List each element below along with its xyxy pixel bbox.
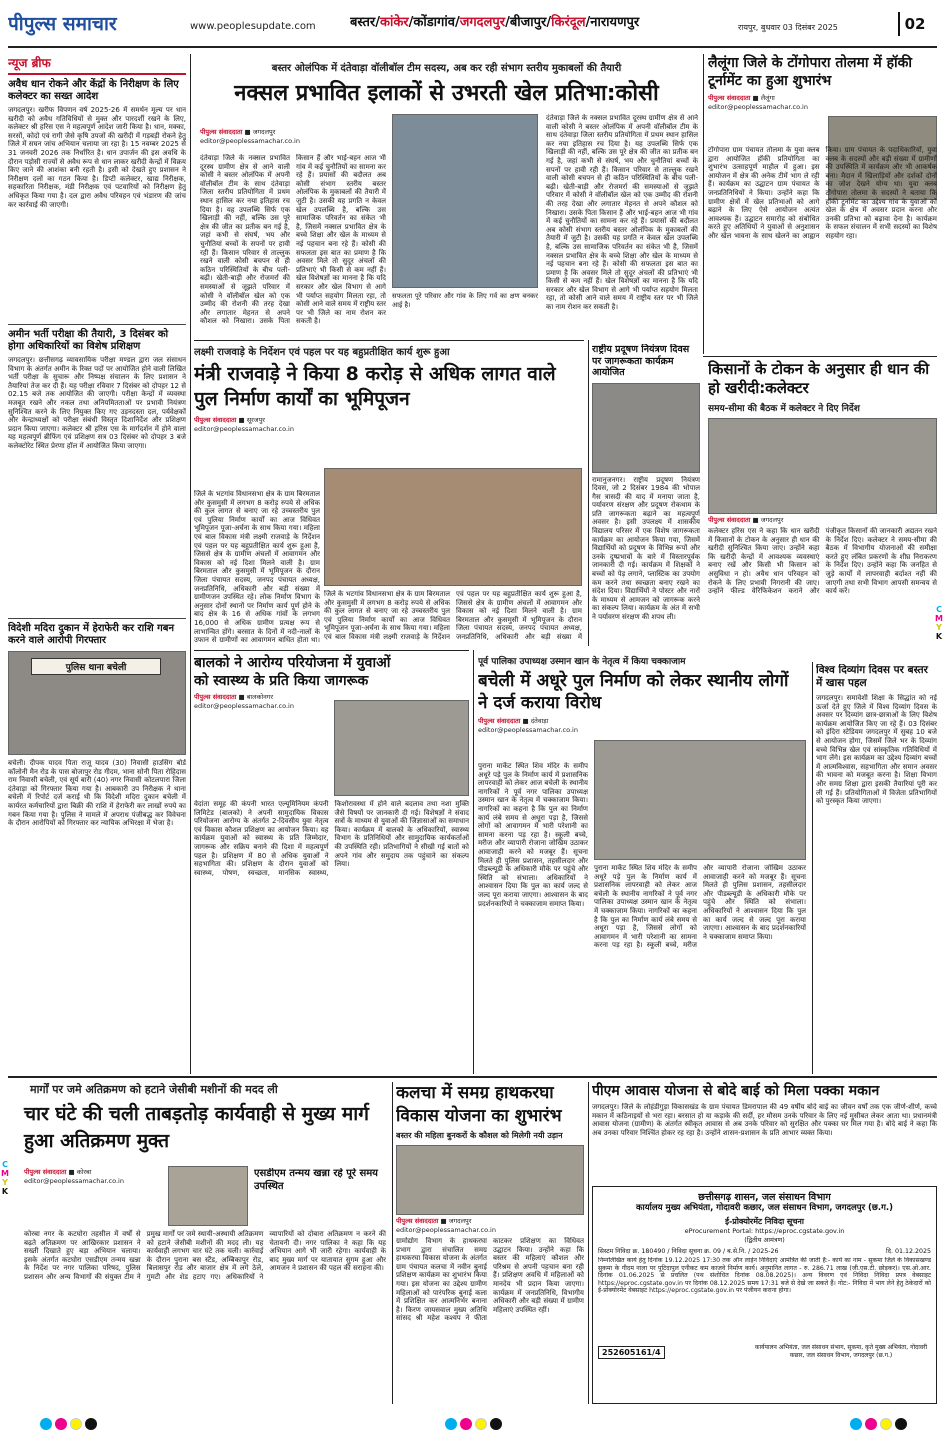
tender-ro-number: 252605161/4 xyxy=(598,1346,665,1359)
cmyk-y: Y xyxy=(2,1178,8,1187)
youth-email[interactable]: editor@peoplessamachar.co.in xyxy=(194,702,294,710)
tender-gov: छत्तीसगढ़ शासन, जल संसाधन विभाग xyxy=(698,1192,831,1203)
paddy-byline-place: जगदलपुर xyxy=(760,516,784,524)
sports-body-left: दंतेवाड़ा जिले के नक्सल प्रभावित दूरस्थ ग्रामीण क्षेत्र से आने वाली कोसी ने बस्तर ओलंपिक में अपनी वॉलीबॉल टीम के साथ दंतेवाड़ा जिला स्तरीय प्रतियोगिता में प्रथम स्थान हासिल कर नया इतिहास रच दिया है। यह उपलब्धि सिर्फ एक खिलाड़ी की नहीं, बल्कि उस पूरे क्षेत्र की जीत का प्रतीक बन गई है, जहां कभी से संघर्ष, भय और चुनौतियां बच्चों के सपनों पर हावी रही हैं। किसान परिवार से ताल्लुक रखने वाली कोसी बचपन से ही कठिन परिस्थितियों के बीच पली-बढ़ी। खेती-बाड़ी और रोजमर्रा की समस्याओं से जूझते परिवार में कोसी ने वॉलीबॉल खेल को एक उम्मीद की रोशनी की तरह देखा और लगातार मेहनत से अपने कौशल को निखारा। उसके पिता किसान हैं और भाई-बहन आज भी गांव में कई चुनौतियों का सामना कर रहे हैं। प्रयासों की बदौलत अब कोसी संभाग स्तरीय बस्तर ओलंपिक के मुकाबलों की तैयारी में जुटी है। उसकी यह प्रगति न केवल खेल उपलब्धि है, बल्कि उस सामाजिक परिवर्तन का संकेत भी है, जिसमें नक्सल प्रभावित क्षेत्र के बच्चे शिक्षा और खेल के माध्यम से नई पहचान बना रहे हैं। कोसी की सफलता इस बात का प्रमाण है कि अवसर मिले तो सुदूर अंचलों की प्रतिभाएं भी किसी से कम नहीं हैं। खेल विशेषज्ञों का मानना है कि यदि सरकार और खेल विभाग से आगे भी पर्याप्त सहयोग मिलता रहा, तो कोसी आने वाले समय में राष्ट्रीय स्तर पर भी जिले का नाम रोशन कर सकती है। xyxy=(200,154,386,326)
handloom-body: ग्रामोद्योग विभाग के हाथकरघा प्रभाग द्वारा संचालित समग्र हाथकरघा विकास योजना के अंतर्गत ग्राम पंचायत कलचा में नवीन बुनाई प्रशिक्षण कार्यक्रम का शुभारंभ किया गया। इस योजना का उद्देश्य ग्रामीण महिलाओं को पारंपरिक बुनाई कला में प्रशिक्षित कर आत्मनिर्भर बनाना है। किरण जायसवाल मुख्य अतिथि सांसद श्री महेश कश्यप ने फीता काटकर प्रशिक्षण का विधिवत उद्घाटन किया। उन्होंने कहा कि बस्तर की महिलाएं कौशल और परिश्रम से अपनी पहचान बना रही हैं। प्रशिक्षण अवधि में महिलाओं को मानदेय भी प्रदान किया जाएगा। कार्यक्रम में जनप्रतिनिधि, विभागीय अधिकारी और बड़ी संख्या में ग्रामीण महिलाएं उपस्थित रहीं। xyxy=(396,1237,584,1323)
encroach-email[interactable]: editor@peoplessamachar.co.in xyxy=(24,1177,124,1185)
bridge-body-lower xyxy=(324,590,582,644)
youth-body: वेदांता समूह की कंपनी भारत एल्यूमिनियम कंपनी लिमिटेड (बालको) ने अपनी सामुदायिक विकास परियोजना आरोग्य के अंतर्गत 2-दिवसीय युवा नेतृत्व एवं विकास कौशल प्रशिक्षण का आयोजन किया। यह कार्यक्रम युवाओं को स्वास्थ्य के प्रति जिम्मेदार, जागरूक और सक्रिय बनाने की दिशा में महत्वपूर्ण पहल है। प्रशिक्षण में 80 से अधिक युवाओं ने सहभागिता की। प्रशिक्षण के दौरान युवाओं को स्वास्थ्य, पोषण, स्वच्छता, मानसिक स्वास्थ्य, किशोरावस्था में होने वाले बदलाव तथा नशा मुक्ति जैसे विषयों पर जानकारी दी गई। विशेषज्ञों ने संवाद सत्रों के माध्यम से युवाओं की जिज्ञासाओं का समाधान किया। कार्यक्रम में बालको के अधिकारियों, स्वास्थ्य विभाग के प्रतिनिधियों और सामुदायिक कार्यकर्ताओं की उपस्थिति रही। प्रतिभागियों ने सीखी गई बातों को अपने गांव और समुदाय तक पहुंचाने का संकल्प लिया। xyxy=(194,800,469,877)
page-number: 02 xyxy=(898,12,930,36)
district-5[interactable]: बीजापुर xyxy=(509,15,547,30)
pmay-left-rule xyxy=(588,1082,589,1404)
youth-group-photo xyxy=(334,700,469,796)
protest-left-rule xyxy=(473,650,474,1074)
district-1[interactable]: बस्तर xyxy=(350,15,376,30)
logo-text: पीपुल्स समाचार xyxy=(8,13,117,35)
handloom-byline-name: पीपुल्स संवाददाता xyxy=(396,1217,439,1225)
disability-body: जगदलपुर। समावेशी शिक्षा के सिद्धांत को नई ऊर्जा देते हुए जिले में विश्व दिव्यांग दिवस के अवसर पर दिव्यांग छात्र-छात्राओं के लिए विशेष कार्यक्रम आयोजित किए जा रहे हैं। 03 दिसंबर को इंदिरा स्टेडियम जगदलपुर में सुबह 10 बजे से आयोजन होगा, जिसमें जिले भर के दिव्यांग बच्चे विभिन्न खेल एवं सांस्कृतिक गतिविधियों में भाग लेंगे। इस कार्यक्रम का उद्देश्य दिव्यांग बच्चों में आत्मविश्वास, सहभागिता और समान अवसर की भावना को मजबूत करना है। शिक्षा विभाग और समग्र शिक्षा द्वारा इसकी तैयारियां पूरी कर ली गई हैं। प्रतियोगिताओं में विजेता प्रतिभागियों को पुरस्कृत किया जाएगा। xyxy=(816,694,937,806)
bridge-kicker: लक्ष्मी राजवाड़े के निर्देशन एवं पहल पर यह बहुप्रतीक्षित कार्य शुरू हुआ xyxy=(194,347,450,358)
paddy-body: कलेक्टर हरिस एस ने कहा कि धान खरीदी में किसानों के टोकन के अनुसार ही धान की खरीदी सुनिश्चित किया जाए। उन्होंने कहा कि खरीदी केन्द्रों में आवश्यक व्यवस्थाएं बनाए रखें और किसी भी किसान को असुविधा न हो। अवैध धान परिवहन को रोकने के लिए प्रभावी निगरानी की जाए। उन्होंने फील्ड वेरिफिकेशन कराने और पंजीकृत किसानों की जानकारी अद्यतन रखने के निर्देश दिए। कलेक्टर ने समय-सीमा की बैठक में विभागीय योजनाओं की समीक्षा करते हुए लंबित प्रकरणों के शीघ्र निराकरण के निर्देश दिए। उन्होंने कहा कि जनहित से जुड़े कार्यों में लापरवाही बर्दाश्त नहीं की जाएगी तथा सभी विभाग आपसी समन्वय से कार्य करें। xyxy=(708,527,937,596)
paddy-byline: पीपुल्स संवाददाता ■ जगदलपुर xyxy=(708,516,784,524)
cmyk-k: K xyxy=(1,1187,9,1196)
bridge-body: जिले के भटगांव विधानसभा क्षेत्र के ग्राम बिरमताल और कुसमुसी में लगभग 8 करोड़ रुपये से अधिक की कुल लागत से बनाए जा रहे उच्चस्तरीय पुल एवं पुलिया निर्माण कार्यों का आज विधिवत भूमिपूजन पूजा-अर्चना के साथ किया गया। महिला एवं बाल विकास मंत्री लक्ष्मी राजवाड़े के निर्देशन एवं पहल पर यह बहुप्रतीक्षित कार्य शुरू हुआ है, जिससे क्षेत्र के ग्रामीण अंचलों में आवागमन और विकास को नई दिशा मिलने वाली है। ग्राम बिरमताल और कुसमुसी में भूमिपूजन के दौरान जिला पंचायत सदस्य, जनपद पंचायत अध्यक्ष, जनप्रतिनिधि, अधिकारी और बड़ी संख्या में ग्रामीणजन उपस्थित रहे। लोक निर्माण विभाग के अनुसार दोनों स्थानों पर निर्माण कार्य पूर्ण होने के बाद क्षेत्र के 16 से अधिक गांवों के लगभग 16,000 से अधिक ग्रामीण प्रत्यक्ष रूप से लाभान्वित होंगे। बरसात के दिनों में नदी-नालों के उफान से ग्रामीणों का आवागमन बाधित होता था। xyxy=(194,490,320,644)
website[interactable]: www.peoplesupdate.com xyxy=(190,21,316,32)
district-strip: बस्तर/कांकेर/कोंडागांव/जगदलपुर/बीजापुर/किरंदूल/नारायणपुर xyxy=(350,15,640,30)
cmyk-y: Y xyxy=(936,623,942,632)
district-7[interactable]: नारायणपुर xyxy=(590,15,640,30)
cmyk-c: C xyxy=(936,605,942,614)
black-dot xyxy=(895,1418,907,1430)
bridge-byline-name: पीपुल्स संवाददाता xyxy=(194,416,237,424)
left-column-rule xyxy=(190,54,191,1074)
pmay-headline[interactable]: पीएम आवास योजना से बोदे बाई को मिला पक्का मकान xyxy=(592,1083,880,1099)
dateline: रायपुर, बुधवार 03 दिसंबर 2025 xyxy=(738,23,838,32)
youth-top-rule xyxy=(194,650,469,651)
youth-byline-name: पीपुल्स संवाददाता xyxy=(194,693,237,701)
black-dot xyxy=(490,1418,502,1430)
protest-byline: पीपुल्स संवाददाता ■ दंतेवाड़ा editor@peoplessamachar.co.in xyxy=(478,717,578,734)
police-station-photo xyxy=(8,651,186,755)
news-brief-column xyxy=(8,54,186,1074)
sports-byline-name: पीपुल्स संवाददाता xyxy=(200,128,243,136)
bridge-email[interactable]: editor@peoplessamachar.co.in xyxy=(194,425,294,433)
yellow-dot xyxy=(475,1418,487,1430)
protest-email[interactable]: editor@peoplessamachar.co.in xyxy=(478,726,578,734)
cmyk-c: C xyxy=(2,1160,8,1169)
youth-byline: पीपुल्स संवाददाता ■ बालकोनगर editor@peoplessamachar.co.in xyxy=(194,693,294,710)
hockey-headline[interactable]: लैलूंगा जिले के टोंगोपारा तोलमा में हॉकी टूर्नामेंट का हुआ शुभारंभ xyxy=(708,55,913,89)
tender-notice xyxy=(592,1186,937,1404)
story-disability xyxy=(816,664,937,1072)
bridge-byline: पीपुल्स संवाददाता ■ सूरजपुर editor@peoplessamachar.co.in xyxy=(194,416,294,433)
encroach-headline[interactable]: चार घंटे की चली ताबड़तोड़ कार्यवाही से मुख्य मार्ग हुआ अतिक्रमण मुक्त xyxy=(24,1103,369,1152)
handloom-left-rule xyxy=(392,1082,393,1404)
paddy-byline-name: पीपुल्स संवाददाता xyxy=(708,516,751,524)
district-2[interactable]: कांकेर xyxy=(379,15,409,30)
hockey-body: टोंगोपारा ग्राम पंचायत तोलमा के युवा क्लब द्वारा आयोजित हॉकी प्रतियोगिता का शुभारंभ उत्साहपूर्ण माहौल में हुआ। इस आयोजन में क्षेत्र की अनेक टीमें भाग ले रही हैं। कार्यक्रम का उद्घाटन ग्राम पंचायत के जनप्रतिनिधियों ने किया। उन्होंने कहा कि ग्रामीण क्षेत्रों में खेल प्रतिभाओं को आगे बढ़ाने के लिए ऐसे आयोजन अत्यंत आवश्यक हैं। उद्घाटन समारोह को संबोधित करते हुए अतिथियों ने युवाओं से अनुशासन और खेल भावना के साथ खेलने का आह्वान किया। ग्राम पंचायत के पदाधिकारियों, युवा क्लब के सदस्यों और बड़ी संख्या में ग्रामीणों की उपस्थिति में कार्यक्रम और भी आकर्षक बना। मैदान में खिलाड़ियों और दर्शकों दोनों का जोश देखने योग्य था। युवा क्लब टोंगोपारा तोलमा के सदस्यों ने बताया कि हॉकी टूर्नामेंट का उद्देश्य गांव के युवाओं को खेल के क्षेत्र में अवसर प्रदान करना और उनकी प्रतिभा को बढ़ावा देना है। कार्यक्रम के सफल संचालन में सभी सदस्यों का विशेष सहयोग रहा। xyxy=(708,146,937,240)
pmay-body: जगदलपुर। जिले के लोहंडीगुड़ा विकासखंड के ग्राम पंचायत डिमरापाल की 49 वर्षीय बोदे बाई का जीवन वर्षों तक एक जीर्ण-शीर्ण, कच्चे मकान में कठिनाइयों से भरा रहा। बरसात हो या कड़ाके की सर्दी, हर मौसम उनके परिवार के लिए नई मुसीबत लेकर आता था। प्रधानमंत्री आवास योजना (ग्रामीण) के अंतर्गत स्वीकृत आवास से अब उनके परिवार को सुरक्षित और पक्का घर मिल गया है। बोदे बाई ने कहा कि अब उनका परिवार निश्चिंत होकर रह रहा है। उन्होंने शासन-प्रशासन के प्रति आभार व्यक्त किया। xyxy=(592,1103,937,1137)
volleyball-player-photo xyxy=(392,114,538,288)
story-encroach xyxy=(8,1082,388,1402)
brief-2-body: जगदलपुर। छत्तीसगढ़ व्यावसायिक परीक्षा मण्डल द्वारा जल संसाधन विभाग के अंतर्गत अमीन के रिक्त पदों पर आयोजित होने वाली लिखित भर्ती परीक्षा के सुचारू और निष्पक्ष संचालन के लिए प्रशासन ने तैयारियां तेज कर दी हैं। यह परीक्षा रविवार 7 दिसंबर को दोपहर 12 से 02.15 बजे तक आयोजित की जाएगी। परीक्षा केन्द्रों में व्यवस्था मजबूत रखने और नकल तथा अनियमितताओं पर प्रभावी नियंत्रण सुनिश्चित करने के लिए नियुक्त किए गए उड़नदस्ता दल, पर्यवेक्षकों और केन्द्राध्यक्षों को परीक्षा संबंधी विस्तृत दिशानिर्देश और प्रशिक्षण प्रदान किया जाएगा। कलेक्टर श्री हरिस एस के मार्गदर्शन में होने वाला यह महत्वपूर्ण ब्रीफिंग एवं प्रशिक्षण सत्र 03 दिसंबर को दोपहर 3 बजे कलेक्टोरेट स्थित प्रेरणा हॉल में आयोजित किया जाएगा। xyxy=(8,356,186,450)
sports-email[interactable]: editor@peoplessamachar.co.in xyxy=(200,137,300,145)
protest-byline-name: पीपुल्स संवाददाता xyxy=(478,717,521,725)
meeting-photo xyxy=(708,418,937,514)
protest-body-continued: पुराना मार्केट स्थित शिव मंदिर के समीप अधूरे पड़े पुल के निर्माण कार्य में प्रशासनिक लापरवाही को लेकर आज बचेली के स्थानीय नागरिकों ने पूर्व नगर पालिका उपाध्यक्ष उस्मान खान के नेतृत्व में चक्काजाम किया। नागरिकों का कहना है कि पुल का निर्माण कार्य लंबे समय से अधूरा पड़ा है, जिससे लोगों को आवागमन में भारी परेशानी का सामना करना पड़ रहा है। स्कूली बच्चे, मरीज और व्यापारी रोजाना जोखिम उठाकर आवाजाही करने को मजबूर हैं। सूचना मिलते ही पुलिस प्रशासन, तहसीलदार और पीडब्ल्यूडी के अधिकारी मौके पर पहुंचे और स्थिति को संभाला। अधिकारियों ने आश्वासन दिया कि पुल का कार्य जल्द से जल्द पूरा कराया जाएगा। आश्वासन के बाद प्रदर्शनकारियों ने चक्काजाम समाप्त किया। xyxy=(594,864,806,950)
hockey-byline-place: लैलूंगा xyxy=(760,94,775,102)
brief-3-headline[interactable]: विदेशी मदिरा दुकान में हेराफेरी कर राशि गबन करने वाले आरोपी गिरफ्तार xyxy=(8,623,174,646)
protest-photo xyxy=(594,740,806,860)
hockey-byline: पीपुल्स संवाददाता ■ लैलूंगा editor@peoplessamachar.co.in xyxy=(708,94,808,111)
district-6[interactable]: किरंदूल xyxy=(551,15,586,30)
paddy-subhead: समय-सीमा की बैठक में कलेक्टर ने दिए निर्देश xyxy=(708,404,860,414)
cyan-dot xyxy=(445,1418,457,1430)
magenta-dot xyxy=(865,1418,877,1430)
story-pmay xyxy=(592,1082,937,1182)
encroach-body: कोरबा नगर के कटघोरा तहसील में वर्षों से बढ़ते अतिक्रमण पर आखिरकार प्रशासन ने सख्ती दिखाते हुए बड़ा अभियान चलाया। इसके अंतर्गत कटघोरा एसडीएम तन्मय खन्ना के निर्देश पर नगर पालिका परिषद, पुलिस प्रशासन और अन्य विभागों की संयुक्त टीम ने प्रमुख मार्गों पर जमे स्थायी-अस्थायी अतिक्रमण को हटाने जेसीबी मशीनों की मदद ली। यह कार्यवाही लगभग चार घंटे तक चली। कार्रवाई के दौरान पुराना बस स्टैंड, अम्बिकापुर रोड, बिलासपुर रोड और बाजार क्षेत्र में लगे ठेले, गुमटी और शेड हटाए गए। अधिकारियों ने व्यापारियों को दोबारा अतिक्रमण न करने की चेतावनी दी। नगर पालिका ने कहा कि यह अभियान आगे भी जारी रहेगा। कार्यवाही के बाद मुख्य मार्ग पर यातायात सुगम हुआ और आमजन ने प्रशासन की पहल की सराहना की। xyxy=(24,1230,386,1281)
tender-office: कार्यालय मुख्य अभियंता, गोदावरी कछार, जल संसाधन विभाग, जगदलपुर (छ.ग.) xyxy=(635,1203,894,1213)
pollution-students-photo xyxy=(592,383,700,473)
youth-byline-place: बालकोनगर xyxy=(246,693,274,701)
handloom-byline: पीपुल्स संवाददाता ■ जगदलपुर editor@peoplessamachar.co.in xyxy=(396,1217,496,1234)
district-4[interactable]: जगदलपुर xyxy=(459,15,506,30)
tender-signature: कार्यपालन अभियंता, जल संसाधन संभाग, सुकमा, कृते मुख्य अभियंता, गोदावरी कछार, जल संसाधन विभाग, जगदलपुर (छ.ग.) xyxy=(754,1344,928,1359)
encroach-byline-place: कोरबा xyxy=(76,1168,92,1176)
tender-ref: सिस्टम निविदा क्र. 180490 / निविदा सूचना क्र. 09 / ब.से.नि. / 2025-26 xyxy=(598,1248,779,1255)
protest-body-lower xyxy=(594,864,806,1068)
brief-1-body: जगदलपुर। खरीफ विपणन वर्ष 2025-26 में समर्थन मूल्य पर धान खरीदी को अवैध गतिविधियों से मुक्त और पारदर्शी रखने के लिए, कलेक्टर श्री हरिस एस ने महत्वपूर्ण आदेश जारी किया है। धान, मक्का, सरसों, कोदो एवं रागी जैसे कृषि उपजों की खरीदी में गड़बड़ी रोकने हेतु जिले में सघन जांच अभियान चलाया जा रहा है। 15 नवम्बर 2025 से 31 जनवरी 2026 तक निर्धारित है। धान उपार्जन की इस अवधि के दौरान पड़ोसी राज्यों से अवैध रूप से धान लाकर खरीदी केन्द्रों में विक्रय किए जाने की आशंका बनी रहती है। इसी को देखते हुए प्रशासन ने निरीक्षण दलों का गठन किया है। डिप्टी कलेक्टर, खाद्य निरीक्षक, सहकारिता निरीक्षक, मंडी निरीक्षक एवं पटवारियों को निरीक्षण हेतु अधिकृत किया गया है। दल द्वारा अवैध परिवहन एवं भंडारण की जांच कर कार्रवाई की जाएगी। xyxy=(8,106,186,209)
brief-3-body: बचेली। दीपक यादव पिता राजू यादव (30) निवासी हाउसिंग बोर्ड कॉलोनी मैन रोड के पास बोजापुर रोड गीदम, भाना सोनी पिता रोहिदास राम निवासी बचेली, एवं सूर्य बारी (40) नगर निवासी कोटलपारा जिला दंतेवाड़ा को गिरफ्तार किया गया है। आबकारी उप निरीक्षक ने थाना बचेली में रिपोर्ट दर्ज कराई थी कि विदेशी मदिरा दुकान बचेली में कार्यरत कर्मचारियों द्वारा बिक्री की राशि में हेराफेरी कर लाखों रुपये का गबन किया गया है। पुलिस ने मामले में अपराध पंजीबद्ध कर विवेचना के दौरान आरोपियों को गिरफ्तार कर न्यायिक अभिरक्षा में भेजा है। xyxy=(8,759,186,828)
handloom-email[interactable]: editor@peoplessamachar.co.in xyxy=(396,1226,496,1234)
registration-marks-left xyxy=(40,1418,97,1430)
registration-label-left xyxy=(0,1160,10,1196)
cyan-dot xyxy=(850,1418,862,1430)
sports-body-continued: दंतेवाड़ा जिले के नक्सल प्रभावित दूरस्थ ग्रामीण क्षेत्र से आने वाली कोसी ने बस्तर ओलंपिक में अपनी वॉलीबॉल टीम के साथ दंतेवाड़ा जिला स्तरीय प्रतियोगिता में प्रथम स्थान हासिल कर नया इतिहास रच दिया है। यह उपलब्धि सिर्फ एक खिलाड़ी की नहीं, बल्कि उस पूरे क्षेत्र की जीत का प्रतीक बन गई है, जहां कभी से संघर्ष, भय और चुनौतियां बच्चों के सपनों पर हावी रही हैं। किसान परिवार से ताल्लुक रखने वाली कोसी बचपन से ही कठिन परिस्थितियों के बीच पली-बढ़ी। खेती-बाड़ी और रोजमर्रा की समस्याओं से जूझते परिवार में कोसी ने वॉलीबॉल खेल को एक उम्मीद की रोशनी की तरह देखा और लगातार मेहनत से अपने कौशल को निखारा। उसके पिता किसान हैं और भाई-बहन आज भी गांव में कई चुनौतियों का सामना कर रहे हैं। प्रयासों की बदौलत अब कोसी संभाग स्तरीय बस्तर ओलंपिक के मुकाबलों की तैयारी में जुटी है। उसकी यह प्रगति न केवल खेल उपलब्धि है, बल्कि उस सामाजिक परिवर्तन का संकेत भी है, जिसमें नक्सल प्रभावित क्षेत्र के बच्चे शिक्षा और खेल के माध्यम से नई पहचान बना रहे हैं। कोसी की सफलता इस बात का प्रमाण है कि अवसर मिले तो सुदूर अंचलों की प्रतिभाएं भी किसी से कम नहीं हैं। खेल विशेषज्ञों का मानना है कि यदि सरकार और खेल विभाग से आगे भी पर्याप्त सहयोग मिलता रहा, तो कोसी आने वाले समय में राष्ट्रीय स्तर पर भी जिले का नाम रोशन कर सकती है। xyxy=(546,114,698,312)
pollution-headline[interactable]: राष्ट्रीय प्रदूषण नियंत्रण दिवस पर जागरूकता कार्यक्रम आयोजित xyxy=(592,344,690,378)
handloom-headline[interactable]: कलचा में समग्र हाथकरघा विकास योजना का शुभारंभ xyxy=(396,1083,562,1126)
bottom-row-rule xyxy=(8,1076,937,1078)
tender-portal[interactable]: eProcurement Portal: https://eproc.cgstate.gov.in xyxy=(684,1227,845,1235)
registration-label-right xyxy=(934,605,944,641)
magenta-dot xyxy=(55,1418,67,1430)
sports-byline-place: जगदलपुर xyxy=(252,128,276,136)
protest-headline[interactable]: बचेली में अधूरे पुल निर्माण को लेकर स्थानीय लोगों ने दर्ज कराया विरोध xyxy=(478,671,789,713)
tender-body: निम्नलिखित कार्य हेतु दिनांक 19.12.2025 17:30 तक ऑन लाईन निविदाएं आमंत्रित की जाती हैं:- कार्य का नाम - सुकमा जिले के विकासखण्ड सुकमा के गीदम नाला पर पुटिदापुल एनीकट कम काजवे निर्माण कार्य। अनुमानित लागत - रु. 286.71 लाख (जी.एस.टी. छोड़कर)। एस.ओ.आर. दिनांक 01.06.2025 से प्रचलित (पथ संशोधित दिनांक 08.08.2025)। अन्य विवरण एवं निविदा निविदा प्रपत्र वेबसाइट https://eproc.cgstate.gov.in पर दिनांक 08.12.2025 समय 17:31 बजे से देखे जा सकते हैं। नोट:- निविदा में भाग लेने हेतु ठेकेदारों को ई-प्रोक्योरमेंट वेबसाइट https://eproc.cgstate.gov.in पर पंजीयन कराना होगा। xyxy=(598,1257,931,1295)
masthead xyxy=(0,0,945,46)
registration-marks-center xyxy=(445,1418,502,1430)
bhoomipujan-photo xyxy=(324,468,582,586)
cmyk-k: K xyxy=(935,632,943,641)
hockey-byline-name: पीपुल्स संवाददाता xyxy=(708,94,751,102)
protest-kicker: पूर्व पालिका उपाध्यक्ष उस्मान खान के नेतृत्व में किया चक्काजाम xyxy=(478,657,686,667)
disability-left-rule xyxy=(812,662,813,1074)
cmyk-m: M xyxy=(1,1169,9,1178)
sports-kicker: बस्तर ओलंपिक में दंतेवाड़ा वॉलीबॉल टीम सदस्य, अब कर रही संभाग स्तरीय मुकाबलों की तैयारी xyxy=(271,63,622,74)
bridge-body-continued: जिले के भटगांव विधानसभा क्षेत्र के ग्राम बिरमताल और कुसमुसी में लगभग 8 करोड़ रुपये से अधिक की कुल लागत से बनाए जा रहे उच्चस्तरीय पुल एवं पुलिया निर्माण कार्यों का आज विधिवत भूमिपूजन पूजा-अर्चना के साथ किया गया। महिला एवं बाल विकास मंत्री लक्ष्मी राजवाड़े के निर्देशन एवं पहल पर यह बहुप्रतीक्षित कार्य शुरू हुआ है, जिससे क्षेत्र के ग्रामीण अंचलों में आवागमन और विकास को नई दिशा मिलने वाली है। ग्राम बिरमताल और कुसमुसी में भूमिपूजन के दौरान जिला पंचायत सदस्य, जनपद पंचायत अध्यक्ष, जनप्रतिनिधि, अधिकारी और बड़ी संख्या में xyxy=(324,590,582,641)
tender-subtitle: (द्वितीय आमंत्रण) xyxy=(744,1236,785,1244)
disability-headline[interactable]: विश्व दिव्यांग दिवस पर बस्तर में खास पहल xyxy=(816,664,928,689)
encroach-kicker: मार्गों पर जमे अतिक्रमण को हटाने जेसीबी मशीनों की मदद ली xyxy=(30,1083,278,1096)
hockey-email[interactable]: editor@peoplessamachar.co.in xyxy=(708,103,808,111)
yellow-dot xyxy=(70,1418,82,1430)
sports-headline[interactable]: नक्सल प्रभावित इलाकों से उभरती खेल प्रतिभा:कोसी xyxy=(234,81,659,106)
sports-byline: पीपुल्स संवाददाता ■ जगदलपुर editor@peoplessamachar.co.in xyxy=(200,128,300,145)
cmyk-m: M xyxy=(935,614,943,623)
story-bridge xyxy=(194,344,584,646)
district-3[interactable]: कोंडागांव xyxy=(413,15,455,30)
tender-title: ई-प्रोक्योरमेंट निविदा सूचना xyxy=(725,1217,804,1226)
protest-byline-place: दंतेवाड़ा xyxy=(530,717,549,725)
story-sports xyxy=(194,54,699,336)
masthead-logo[interactable] xyxy=(8,10,188,38)
encroach-side-headline[interactable]: एसडीएम तन्मय खन्ना रहे पूरे समय उपस्थित xyxy=(254,1168,378,1192)
handloom-kicker: बस्तर की महिला बुनकरों के कौशल को मिलेगी नयी उड़ान xyxy=(396,1131,563,1140)
bridge-byline-place: सूरजपुर xyxy=(246,416,265,424)
paddy-headline[interactable]: किसानों के टोकन के अनुसार ही धान की हो खरीदी:कलेक्टर xyxy=(708,360,930,397)
right-column-rule-1 xyxy=(703,54,704,354)
encroach-byline-name: पीपुल्स संवाददाता xyxy=(24,1168,67,1176)
pollution-body: रामानुजनगर। राष्ट्रीय प्रदूषण नियंत्रण दिवस, जो 2 दिसंबर 1984 की भोपाल गैस त्रासदी की याद में मनाया जाता है, पर्यावरण संरक्षण और प्रदूषण रोकथाम के प्रति जागरूकता बढ़ाने का महत्वपूर्ण अवसर है। इसी उपलक्ष्य में शासकीय विद्यालय परिसर में एक विशेष जागरूकता कार्यक्रम का आयोजन किया गया, जिसमें विद्यार्थियों को प्रदूषण के विभिन्न रूपों और उनके दुष्प्रभावों के बारे में विस्तारपूर्वक जानकारी दी गई। कार्यक्रम में शिक्षकों ने बच्चों को पेड़ लगाने, प्लास्टिक का उपयोग कम करने तथा स्वच्छता बनाए रखने का संदेश दिया। विद्यार्थियों ने पोस्टर और नारों के माध्यम से आमजन को जागरूक करने का संकल्प लिया। कार्यक्रम के अंत में सभी ने पर्यावरण संरक्षण की शपथ ली। xyxy=(592,475,700,621)
sports-caption: सफलता पूरे परिवार और गांव के लिए गर्व का क्षण बनकर आई है। xyxy=(392,292,538,309)
registration-marks-right xyxy=(850,1418,907,1430)
handloom-photo xyxy=(396,1145,584,1215)
paddy-top-rule xyxy=(703,356,937,357)
bridge-headline[interactable]: मंत्री राजवाड़े ने किया 8 करोड़ से अधिक लागत वाले पुल निर्माण कार्यों का भूमिपूजन xyxy=(194,363,556,410)
youth-headline[interactable]: को स्वास्थ्य के प्रति किया जागरूक xyxy=(194,673,369,689)
story-pollution xyxy=(592,344,700,644)
tender-date: दि. 01.12.2025 xyxy=(885,1248,931,1255)
handloom-byline-place: जगदलपुर xyxy=(448,1217,472,1225)
encroach-byline: पीपुल्स संवाददाता ■ कोरबा editor@peoplessamachar.co.in xyxy=(24,1168,124,1185)
magenta-dot xyxy=(460,1418,472,1430)
brief-1-headline[interactable]: अवैध धान रोकने और केंद्रों के निरीक्षण के लिए कलेक्टर का सख्त आदेश xyxy=(8,79,179,102)
pollution-left-rule xyxy=(588,340,589,646)
bridge-top-rule xyxy=(194,340,584,341)
story-handloom xyxy=(396,1082,584,1402)
police-station-sign: पुलिस थाना बचेली xyxy=(31,658,161,675)
yellow-dot xyxy=(880,1418,892,1430)
story-paddy xyxy=(708,360,937,660)
cyan-dot xyxy=(40,1418,52,1430)
story-hockey xyxy=(708,54,937,354)
brief-2-headline[interactable]: अमीन भर्ती परीक्षा की तैयारी, 3 दिसंबर को होगा अधिकारियों का विशेष प्रशिक्षण xyxy=(8,329,169,352)
news-brief-label: न्यूज ब्रीफ xyxy=(8,54,186,75)
sports-body-right xyxy=(546,114,698,332)
black-dot xyxy=(85,1418,97,1430)
protest-body: पुराना मार्केट स्थित शिव मंदिर के समीप अधूरे पड़े पुल के निर्माण कार्य में प्रशासनिक लापरवाही को लेकर आज बचेली के स्थानीय नागरिकों ने पूर्व नगर पालिका उपाध्यक्ष उस्मान खान के नेतृत्व में चक्काजाम किया। नागरिकों का कहना है कि पुल का निर्माण कार्य लंबे समय से अधूरा पड़ा है, जिससे लोगों को आवागमन में भारी परेशानी का सामना करना पड़ रहा है। स्कूली बच्चे, मरीज और व्यापारी रोजाना जोखिम उठाकर आवाजाही करने को मजबूर हैं। सूचना मिलते ही पुलिस प्रशासन, तहसीलदार और पीडब्ल्यूडी के अधिकारी मौके पर पहुंचे और स्थिति को संभाला। अधिकारियों ने आश्वासन दिया कि पुल का कार्य जल्द से जल्द पूरा कराया जाएगा। आश्वासन के बाद प्रदर्शनकारियों ने चक्काजाम समाप्त किया। xyxy=(478,762,588,908)
masthead-rule xyxy=(8,46,937,48)
story-youth xyxy=(194,654,469,1072)
youth-kicker[interactable]: बालको ने आरोग्य परियोजना में युवाओं xyxy=(194,655,391,671)
story-protest xyxy=(478,654,808,1072)
